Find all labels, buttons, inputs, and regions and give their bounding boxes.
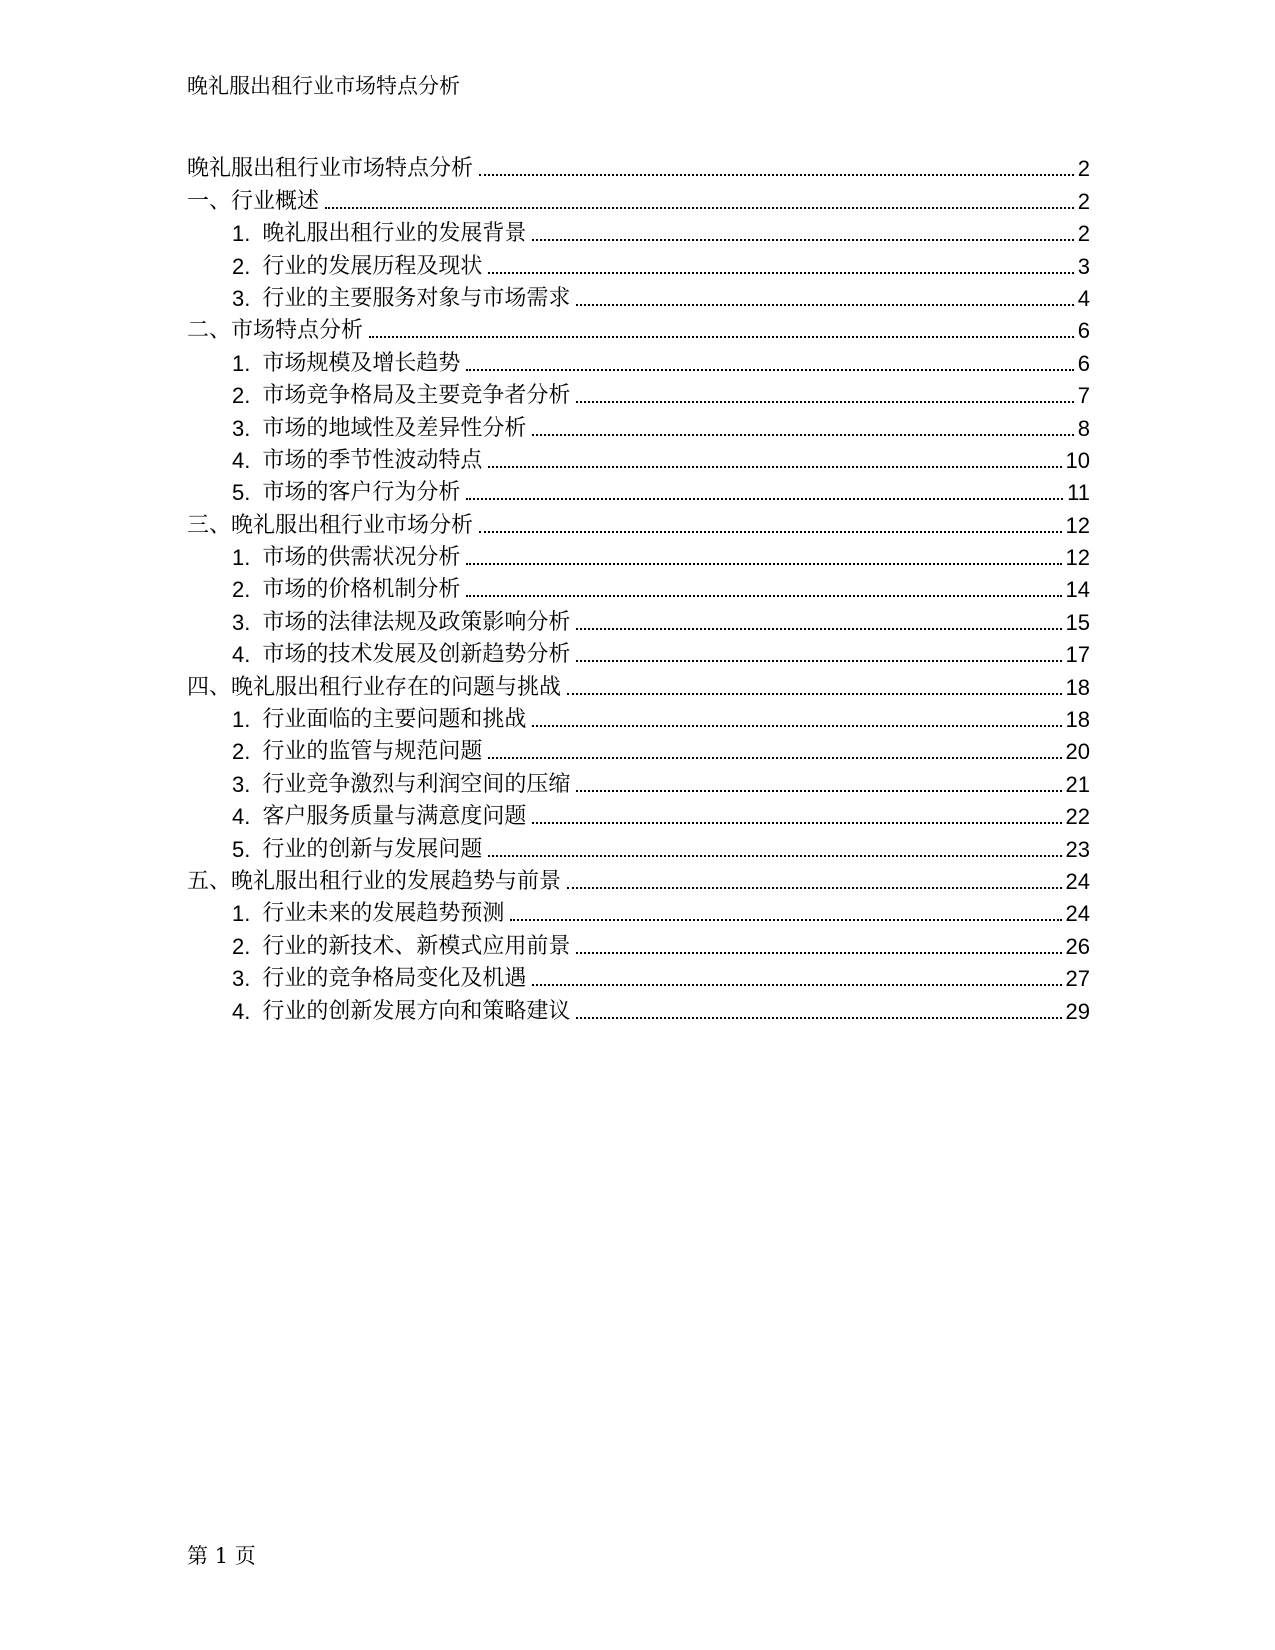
toc-entry-number: 2. [232,739,251,765]
toc-dot-leader [532,984,1061,986]
toc-entry-page-number: 11 [1067,480,1090,506]
toc-entry[interactable] [187,184,1090,216]
toc-entry-page-number: 24 [1065,868,1090,894]
toc-entry-page-number: 6 [1077,350,1090,376]
toc-entry[interactable] [187,346,1090,378]
toc-dot-leader [488,272,1073,274]
toc-dot-leader [488,855,1061,857]
toc-entry-page-number: 18 [1065,707,1090,733]
toc-dot-leader [325,207,1074,209]
toc-entry-number: 1. [232,221,251,247]
toc-entry[interactable] [187,670,1090,702]
toc-entry[interactable] [187,767,1090,799]
toc-entry-title: 市场竞争格局及主要竞争者分析 [262,383,571,409]
toc-entry-number: 4. [232,998,251,1024]
toc-entry-number: 1. [232,350,251,376]
toc-entry[interactable] [187,152,1090,184]
toc-entry-number: 3. [232,966,251,992]
toc-entry-title: 二、市场特点分析 [187,318,364,344]
toc-entry-number: 3. [232,415,251,441]
toc-entry-page-number: 2 [1077,188,1090,214]
toc-entry-number: 4. [232,804,251,830]
toc-entry-title: 行业的创新发展方向和策略建议 [262,998,571,1024]
toc-entry[interactable] [187,865,1090,897]
toc-entry[interactable] [187,800,1090,832]
toc-entry-title: 市场的季节性波动特点 [262,447,483,473]
toc-entry[interactable] [187,929,1090,961]
toc-entry-number: 5. [232,480,251,506]
toc-dot-leader [576,401,1073,403]
toc-entry[interactable] [187,508,1090,540]
toc-entry-title: 行业面临的主要问题和挑战 [262,707,527,733]
toc-entry-number: 1. [232,545,251,571]
toc-entry-title: 行业未来的发展趋势预测 [262,901,505,927]
toc-dot-leader [576,952,1061,954]
toc-entry-page-number: 23 [1065,836,1090,862]
toc-entry-title: 晚礼服出租行业市场特点分析 [187,156,474,182]
toc-entry-page-number: 2 [1077,221,1090,247]
toc-dot-leader [532,434,1073,436]
toc-entry-page-number: 12 [1065,512,1090,538]
toc-entry-number: 1. [232,707,251,733]
toc-entry-title: 四、晚礼服出租行业存在的问题与挑战 [187,674,562,700]
toc-dot-leader [510,919,1061,921]
toc-entry-number: 2. [232,577,251,603]
page-footer-number: 第 1 页 [187,1544,256,1568]
toc-entry-title: 五、晚礼服出租行业的发展趋势与前景 [187,868,562,894]
toc-entry[interactable] [187,541,1090,573]
toc-entry[interactable] [187,832,1090,864]
toc-entry[interactable] [187,249,1090,281]
page-header-title: 晚礼服出租行业市场特点分析 [187,74,460,98]
toc-entry-number: 2. [232,253,251,279]
toc-entry[interactable] [187,573,1090,605]
toc-entry[interactable] [187,605,1090,637]
toc-entry-title: 行业竞争激烈与利润空间的压缩 [262,771,571,797]
toc-dot-leader [567,887,1062,889]
toc-entry-page-number: 18 [1065,674,1090,700]
toc-entry-title: 市场的法律法规及政策影响分析 [262,609,571,635]
toc-entry-page-number: 15 [1065,609,1090,635]
toc-entry[interactable] [187,897,1090,929]
toc-entry[interactable] [187,735,1090,767]
toc-entry-title: 市场的技术发展及创新趋势分析 [262,642,571,668]
toc-entry-title: 市场规模及增长趋势 [262,350,461,376]
toc-entry[interactable] [187,994,1090,1026]
toc-entry-title: 客户服务质量与满意度问题 [262,804,527,830]
toc-entry-title: 一、行业概述 [187,188,320,214]
table-of-contents [187,152,1090,1027]
toc-entry-title: 市场的客户行为分析 [262,480,461,506]
toc-entry-page-number: 20 [1065,739,1090,765]
toc-entry[interactable] [187,638,1090,670]
toc-entry[interactable] [187,476,1090,508]
toc-entry-page-number: 26 [1065,933,1090,959]
toc-dot-leader [466,498,1063,500]
toc-dot-leader [532,239,1073,241]
toc-entry-number: 3. [232,771,251,797]
toc-entry-page-number: 3 [1077,253,1090,279]
toc-entry[interactable] [187,217,1090,249]
toc-entry[interactable] [187,444,1090,476]
toc-entry[interactable] [187,282,1090,314]
toc-entry[interactable] [187,314,1090,346]
toc-entry-number: 3. [232,285,251,311]
toc-entry-number: 2. [232,383,251,409]
toc-dot-leader [466,563,1061,565]
toc-entry-page-number: 6 [1077,318,1090,344]
toc-dot-leader [488,466,1061,468]
toc-entry-number: 4. [232,447,251,473]
toc-entry-page-number: 24 [1065,901,1090,927]
toc-entry-page-number: 7 [1077,383,1090,409]
toc-entry[interactable] [187,703,1090,735]
toc-dot-leader [532,725,1061,727]
toc-entry-title: 行业的新技术、新模式应用前景 [262,933,571,959]
toc-entry-title: 市场的供需状况分析 [262,545,461,571]
toc-entry-title: 晚礼服出租行业的发展背景 [262,221,527,247]
toc-entry-page-number: 10 [1065,447,1090,473]
toc-dot-leader [488,757,1061,759]
toc-entry-page-number: 2 [1077,156,1090,182]
toc-entry-title: 市场的地域性及差异性分析 [262,415,527,441]
toc-entry[interactable] [187,962,1090,994]
toc-entry-page-number: 14 [1065,577,1090,603]
toc-dot-leader [466,595,1061,597]
toc-entry-title: 市场的价格机制分析 [262,577,461,603]
toc-entry-number: 5. [232,836,251,862]
toc-entry-page-number: 22 [1065,804,1090,830]
toc-entry-title: 行业的创新与发展问题 [262,836,483,862]
toc-entry-title: 行业的监管与规范问题 [262,739,483,765]
toc-entry-page-number: 27 [1065,966,1090,992]
toc-entry-title: 行业的主要服务对象与市场需求 [262,285,571,311]
toc-dot-leader [576,660,1061,662]
toc-entry-number: 4. [232,642,251,668]
toc-entry[interactable] [187,411,1090,443]
toc-entry-page-number: 4 [1077,285,1090,311]
toc-entry-title: 行业的竞争格局变化及机遇 [262,966,527,992]
toc-entry-page-number: 17 [1065,642,1090,668]
toc-entry-number: 2. [232,933,251,959]
toc-entry-page-number: 21 [1065,771,1090,797]
toc-dot-leader [576,1017,1061,1019]
toc-entry-page-number: 29 [1065,998,1090,1024]
toc-entry-page-number: 8 [1077,415,1090,441]
toc-dot-leader [576,628,1061,630]
toc-entry-number: 1. [232,901,251,927]
toc-entry[interactable] [187,379,1090,411]
toc-entry-number: 3. [232,609,251,635]
toc-dot-leader [532,822,1061,824]
toc-dot-leader [479,174,1074,176]
toc-dot-leader [576,304,1073,306]
toc-dot-leader [567,693,1062,695]
toc-entry-title: 三、晚礼服出租行业市场分析 [187,512,474,538]
toc-dot-leader [369,336,1074,338]
toc-entry-page-number: 12 [1065,545,1090,571]
toc-dot-leader [466,369,1073,371]
toc-entry-title: 行业的发展历程及现状 [262,253,483,279]
toc-dot-leader [576,790,1061,792]
toc-dot-leader [479,531,1062,533]
